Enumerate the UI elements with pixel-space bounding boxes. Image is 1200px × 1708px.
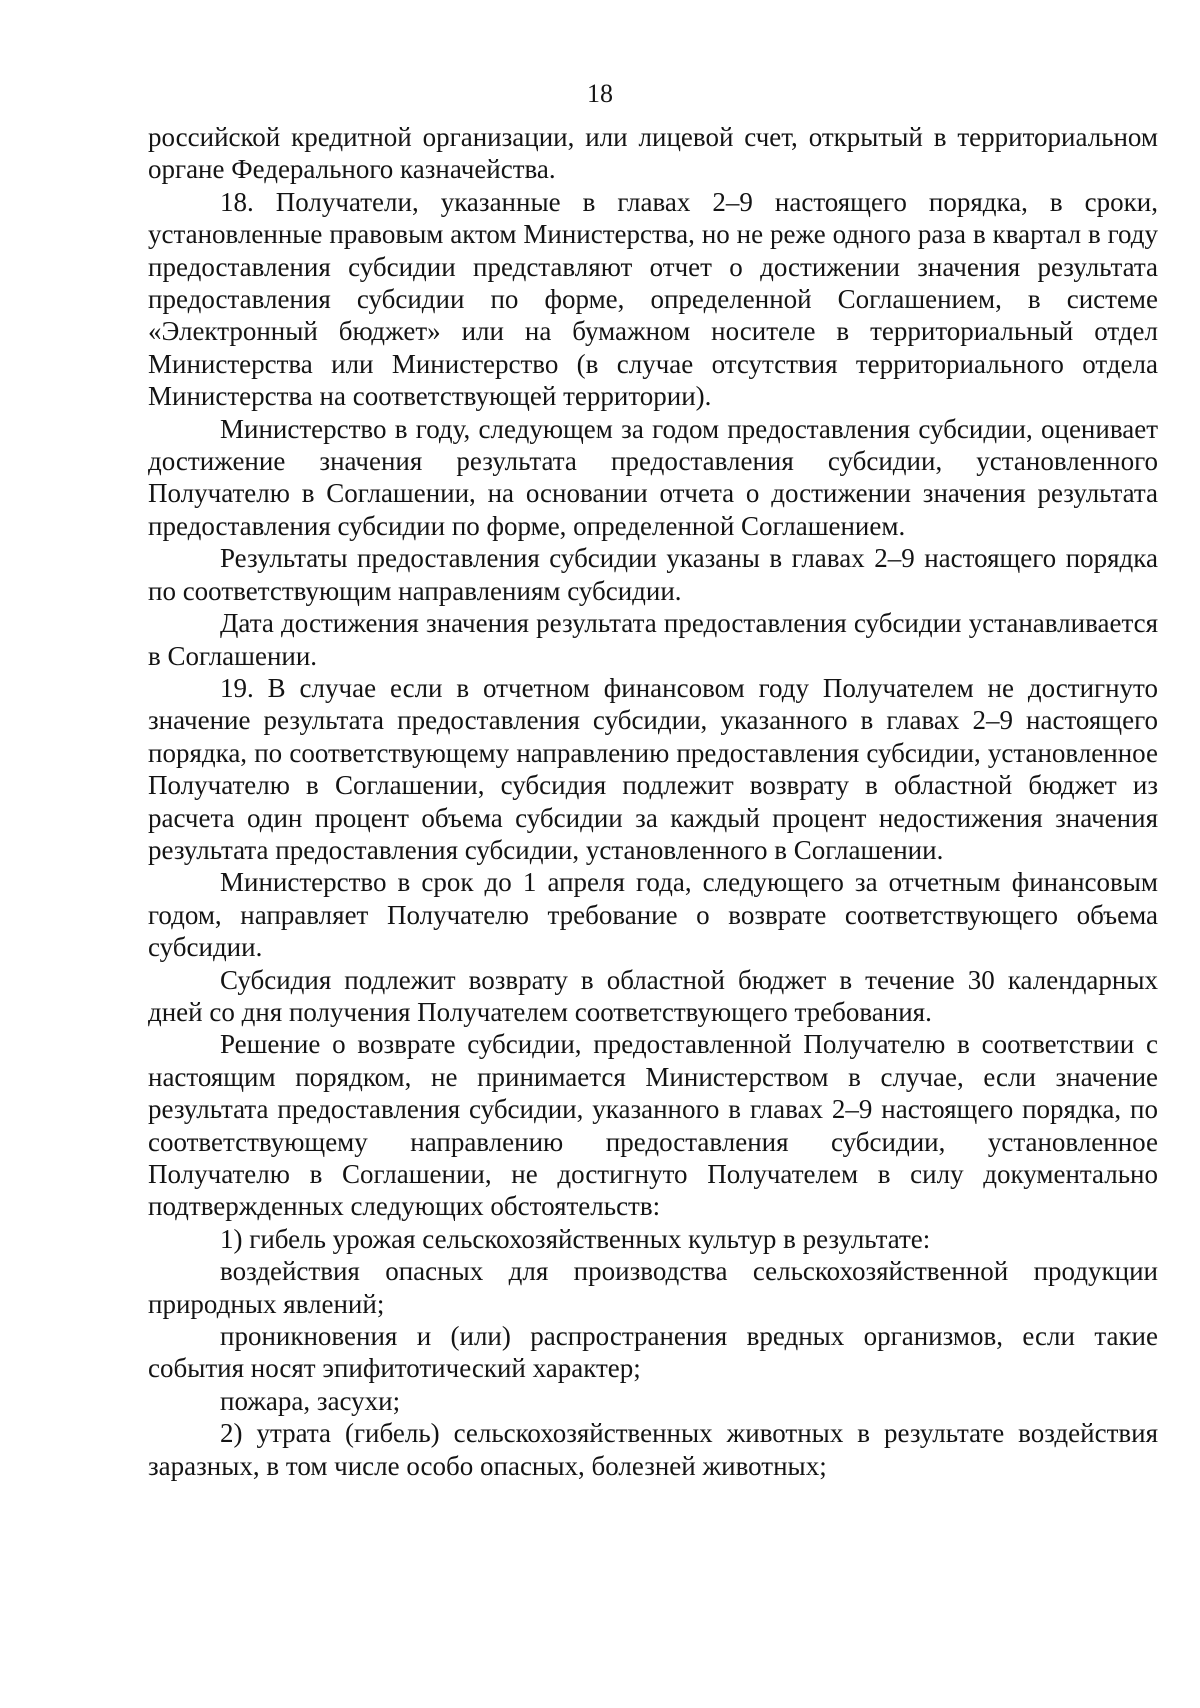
document-body [148,121,1158,1482]
list-item-crop-loss: 1) гибель урожая сельскохозяйственных культур в результате: [220,1223,931,1254]
list-subitem-pests: проникновения и (или) распространения вредных организмов, если такие события носят эпифитотический характер; [148,1321,1158,1384]
paragraph-19-refund: 19. В случае если в отчетном финансовом году Получателем не достигнуто значение результата предоставления субсидии, указанного в главах 2–9 настоящего порядка, по соответствующему направлению предоставления субсидии, установленное Получателю в Соглашении, субсидия подлежит возврату в областной бюджет из расчета один процент объема субсидии за каждый процент недостижения значения результата предоставления субсидии, установленного в Соглашении. [148,672,1158,865]
paragraph-refund-term: Субсидия подлежит возврату в областной бюджет в течение 30 календарных дней со дня получения Получателем соответствующего требования. [148,964,1158,1027]
paragraph-refund-demand: Министерство в срок до 1 апреля года, следующего за отчетным финансовым годом, направляет Получателю требование о возврате соответствующего объема субсидии. [148,867,1158,963]
page-number: 18 [587,79,613,108]
paragraph-ministry-evaluation: Министерство в году, следующем за годом предоставления субсидии, оценивает достижение значения результата предоставления субсидии, установленного Получателю в Соглашении, на основании отчета о достижении значения результата предоставления субсидии по форме, определенной Соглашением. [148,413,1158,541]
list-subitem-natural-phenomena: воздействия опасных для производства сельскохозяйственной продукции природных явлений; [148,1256,1158,1319]
paragraph-results: Результаты предоставления субсидии указаны в главах 2–9 настоящего порядка по соответствующим направлениям субсидии. [148,543,1158,606]
paragraph-18-reporting: 18. Получатели, указанные в главах 2–9 настоящего порядка, в сроки, установленные правовым актом Министерства, но не реже одного раза в квартал в году предоставления субсидии представляют отчет о достижении значения результата предоставления субсидии по форме, определенной Соглашением, в системе «Электронный бюджет» или на бумажном носителе в территориальный отдел Министерства или Министерство (в случае отсутствия территориального отдела Министерства на соответствующей территории). [148,186,1158,412]
list-item-animal-loss: 2) утрата (гибель) сельскохозяйственных животных в результате воздействия заразных, в том числе особо опасных, болезней животных; [148,1418,1158,1481]
paragraph-refund-exemption: Решение о возврате субсидии, предоставленной Получателю в соответствии с настоящим порядком, не принимается Министерством в случае, если значение результата предоставления субсидии, указанного в главах 2–9 настоящего порядка, по соответствующему направлению предоставления субсидии, установленное Получателю в Соглашении, не достигнуто Получателем в силу документально подтвержденных следующих обстоятельств: [148,1029,1158,1222]
paragraph-continuation: российской кредитной организации, или лицевой счет, открытый в территориальном органе Федерального казначейства. [148,122,1158,185]
paragraph-achievement-date: Дата достижения значения результата предоставления субсидии устанавливается в Соглашении. [148,608,1158,671]
list-subitem-fire-drought: пожара, засухи; [220,1385,401,1416]
